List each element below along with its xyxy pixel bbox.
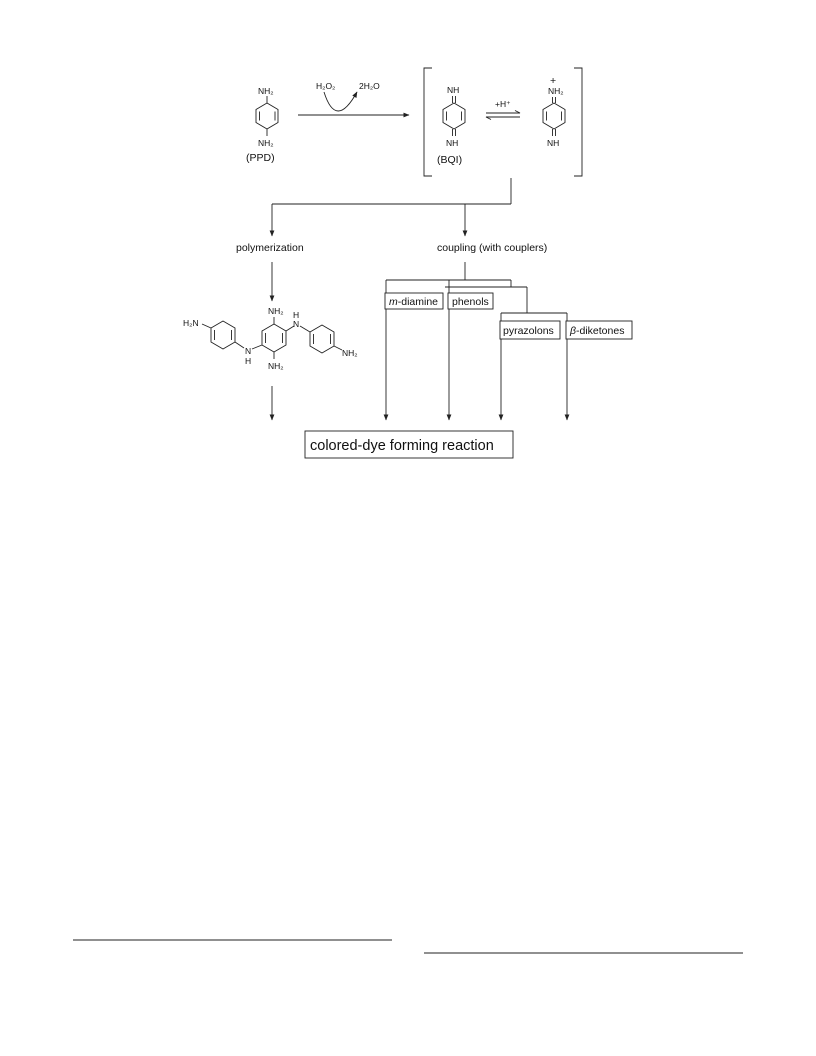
trimer-bond [252,345,262,349]
trimer-bottom-amine: NH₂ [268,361,284,371]
coupler-label [389,296,438,308]
left-bracket [424,68,432,176]
trimer-left-bridge-h: H [245,356,252,366]
right-bracket [574,68,582,176]
trimer-right-amine: NH₂ [342,348,358,358]
trimer-molecule [183,306,358,371]
coupler-name: -diketones [576,325,625,337]
forward-half-arrow [486,111,520,114]
ppd-top-amine: NH₂ [258,86,274,96]
polymerization-label: polymerization [236,242,304,254]
coupler-name: -diamine [397,296,439,308]
coupling-tree [386,262,567,420]
coupler-name: phenols [452,296,489,308]
ppd-molecule [246,86,278,164]
bqi-molecule [437,85,465,166]
trimer-bond [202,324,211,328]
bqi-top-imine: NH [447,85,460,95]
coupler-name: pyrazolons [503,325,554,337]
reverse-half-arrow [486,117,520,120]
ppd-bottom-amine: NH₂ [258,138,274,148]
trimer-bond [235,342,244,348]
oxidation-arrow [298,81,409,115]
branch-connectors [272,178,511,236]
coupler-prefix: m [389,296,398,308]
trimer-right-bridge-n: N [293,319,300,329]
trimer-bond [300,326,310,332]
coupling-label: coupling (with couplers) [437,242,548,254]
protonated-top-group: NH₂ [548,86,564,96]
curved-reagent-arrow [324,92,357,111]
result-label: colored-dye forming reaction [310,438,494,454]
intermediate-bracket [424,68,582,176]
trimer-bond [334,346,342,350]
bqi-bottom-imine: NH [446,138,459,148]
reagent-h2o2: H₂O₂ [316,81,336,91]
protonated-bottom-imine: NH [547,138,560,148]
trimer-left-bridge-n: N [245,346,252,356]
protonation-label: +H⁺ [495,99,511,109]
coupler-diketones [566,321,632,339]
coupler-prefix: β [570,325,576,337]
trimer-right-bridge-h: H [293,310,300,320]
coupler-m-diamine [385,293,443,309]
coupler-phenols [448,293,493,309]
coupler-pyrazolons [500,321,560,339]
trimer-top-amine: NH₂ [268,306,284,316]
protonated-bqi-molecule [543,75,565,148]
coupler-label [569,325,624,337]
product-water: 2H₂O [359,81,380,91]
ppd-name: (PPD) [246,152,275,164]
equilibrium-arrows [486,99,520,120]
bqi-name: (BQI) [437,154,463,166]
trimer-left-amine: H₂N [183,318,199,328]
result-box [305,431,513,458]
positive-charge: + [550,75,557,87]
